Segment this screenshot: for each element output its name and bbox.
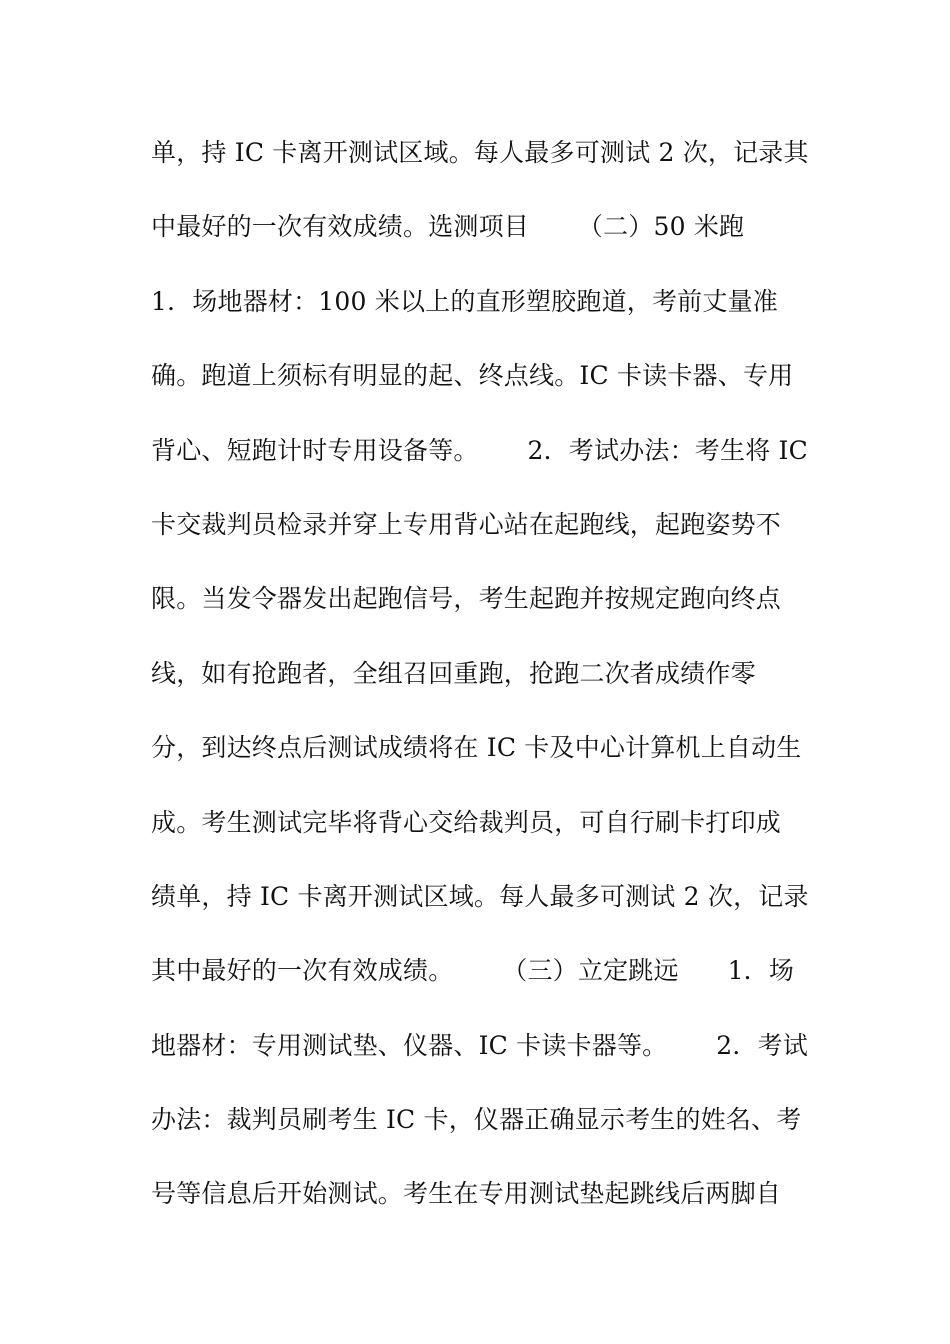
text-line: 1．场地器材：100 米以上的直形塑胶跑道，考前丈量准 (151, 286, 778, 316)
text-line: 成。考生测试完毕将背心交给裁判员，可自行刷卡打印成 (151, 807, 782, 837)
text-line: 号等信息后开始测试。考生在专用测试垫起跳线后两脚自 (151, 1179, 782, 1209)
text-line: 限。当发令器发出起跑信号，考生起跑并按规定跑向终点 (151, 584, 782, 614)
text-line: 线，如有抢跑者，全组召回重跑，抢跑二次者成绩作零 (151, 658, 756, 688)
text-line: 其中最好的一次有效成绩。 （三）立定跳远 1．场 (151, 956, 795, 986)
text-line: 卡交裁判员检录并穿上专用背心站在起跑线，起跑姿势不 (151, 509, 782, 539)
text-line: 单，持 IC 卡离开测试区域。每人最多可测试 2 次，记录其 (151, 138, 809, 167)
text-line: 办法：裁判员刷考生 IC 卡，仪器正确显示考生的姓名、考 (151, 1105, 802, 1135)
text-line: 确。跑道上须标有明显的起、终点线。IC 卡读卡器、专用 (151, 361, 794, 391)
text-line: 中最好的一次有效成绩。选测项目 （二）50 米跑 (151, 212, 745, 242)
text-line: 分，到达终点后测试成绩将在 IC 卡及中心计算机上自动生 (151, 733, 802, 763)
text-line: 背心、短跑计时专用设备等。 2．考试办法：考生将 IC (151, 435, 808, 465)
text-line: 地器材：专用测试垫、仪器、IC 卡读卡器等。 2．考试 (151, 1030, 808, 1060)
body-text (151, 127, 831, 1243)
text-line: 绩单，持 IC 卡离开测试区域。每人最多可测试 2 次，记录 (151, 881, 809, 911)
